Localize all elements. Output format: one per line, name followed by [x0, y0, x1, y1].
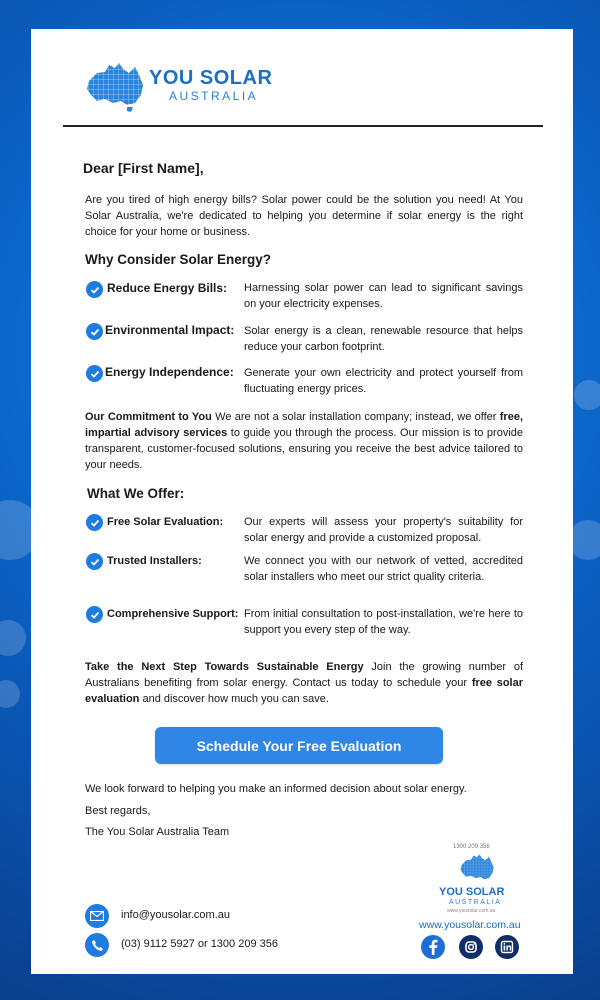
next-step-paragraph — [85, 659, 523, 707]
check-icon — [86, 606, 103, 623]
next-step-bold: free solar evaluation — [85, 677, 524, 705]
commitment-text: to guide you through the process. Our mission is to provide transparent, customer-focused solutions, ensuring you receive the best advice tailored to your needs. — [85, 427, 524, 471]
logo-title: YOU SOLAR — [149, 67, 273, 89]
next-step-text: Join the growing number of Australians benefiting from solar energy. Contact us today to schedule your — [85, 661, 524, 689]
offer-item-title: Trusted Installers: — [107, 555, 202, 567]
logo-subtitle: AUSTRALIA — [169, 89, 259, 103]
check-icon — [86, 281, 103, 298]
footer-logo — [439, 844, 517, 914]
commitment-text: We are not a solar installation company; instead, we offer — [211, 411, 500, 423]
brand-logo — [83, 59, 273, 113]
footer-logo-subtitle: AUSTRALIA — [449, 899, 502, 906]
next-step-lead: Take the Next Step Towards Sustainable Energy — [85, 661, 364, 673]
contact-email[interactable]: info@yousolar.com.au — [121, 909, 231, 921]
offer-item-title: Comprehensive Support: — [107, 608, 239, 620]
footer-logo-website: www.yousolar.com.au — [447, 908, 496, 914]
australia-solar-logo-icon — [457, 852, 497, 884]
mail-icon — [85, 904, 109, 928]
greeting: Dear [First Name], — [83, 160, 204, 176]
commitment-paragraph — [85, 409, 523, 473]
why-item-title: Reduce Energy Bills: — [107, 281, 228, 295]
why-heading: Why Consider Solar Energy? — [85, 252, 272, 267]
footer-logo-phone: 1300 209 356 — [453, 844, 490, 850]
check-icon — [86, 323, 103, 340]
bokeh-circle — [0, 680, 20, 708]
why-item-title: Energy Independence: — [105, 365, 234, 379]
linkedin-icon[interactable] — [495, 935, 519, 959]
phone-icon — [85, 933, 109, 957]
closing-team: The You Solar Australia Team — [85, 826, 230, 838]
email-card — [31, 29, 573, 974]
check-icon — [86, 365, 103, 382]
header-divider — [63, 125, 543, 127]
australia-solar-logo-icon — [83, 59, 147, 113]
contact-phone[interactable]: (03) 9112 5927 or 1300 209 356 — [121, 938, 278, 950]
check-icon — [86, 553, 103, 570]
intro-paragraph: Are you tired of high energy bills? Solar power could be the solution you need! At You Solar Australia, we're dedicated to helping you determine if solar energy is the right choice for your home or business. — [85, 194, 523, 238]
why-item-desc: Harnessing solar power can lead to significant savings on your electricity expenses. — [244, 282, 523, 310]
offer-heading: What We Offer: — [87, 486, 185, 501]
why-item-desc: Solar energy is a clean, renewable resource that helps reduce your carbon footprint. — [244, 325, 523, 353]
check-icon — [86, 514, 103, 531]
bokeh-circle — [0, 620, 26, 656]
closing-regards: Best regards, — [85, 805, 151, 817]
offer-item-desc: Our experts will assess your property's suitability for solar energy and provide a customized proposal. — [244, 516, 523, 544]
schedule-evaluation-button[interactable]: Schedule Your Free Evaluation — [155, 727, 443, 764]
bokeh-circle — [574, 380, 600, 410]
website-link[interactable]: www.yousolar.com.au — [419, 919, 521, 931]
facebook-icon[interactable] — [421, 935, 445, 959]
commitment-lead: Our Commitment to You — [85, 411, 212, 423]
closing-line: We look forward to helping you make an informed decision about solar energy. — [85, 783, 467, 795]
why-item-title: Environmental Impact: — [105, 323, 235, 337]
commitment-bold: free, impartial advisory services — [85, 411, 524, 439]
offer-item-title: Free Solar Evaluation: — [107, 516, 224, 528]
why-item-desc: Generate your own electricity and protect yourself from fluctuating energy prices. — [244, 367, 523, 395]
next-step-text: and discover how much you can save. — [139, 693, 329, 705]
offer-item-desc: We connect you with our network of vetted, accredited solar installers who meet our strict quality criteria. — [244, 555, 523, 583]
instagram-icon[interactable] — [459, 935, 483, 959]
offer-item-desc: From initial consultation to post-installation, we're here to support you every step of the way. — [244, 608, 523, 636]
footer-logo-title: YOU SOLAR — [439, 886, 505, 898]
